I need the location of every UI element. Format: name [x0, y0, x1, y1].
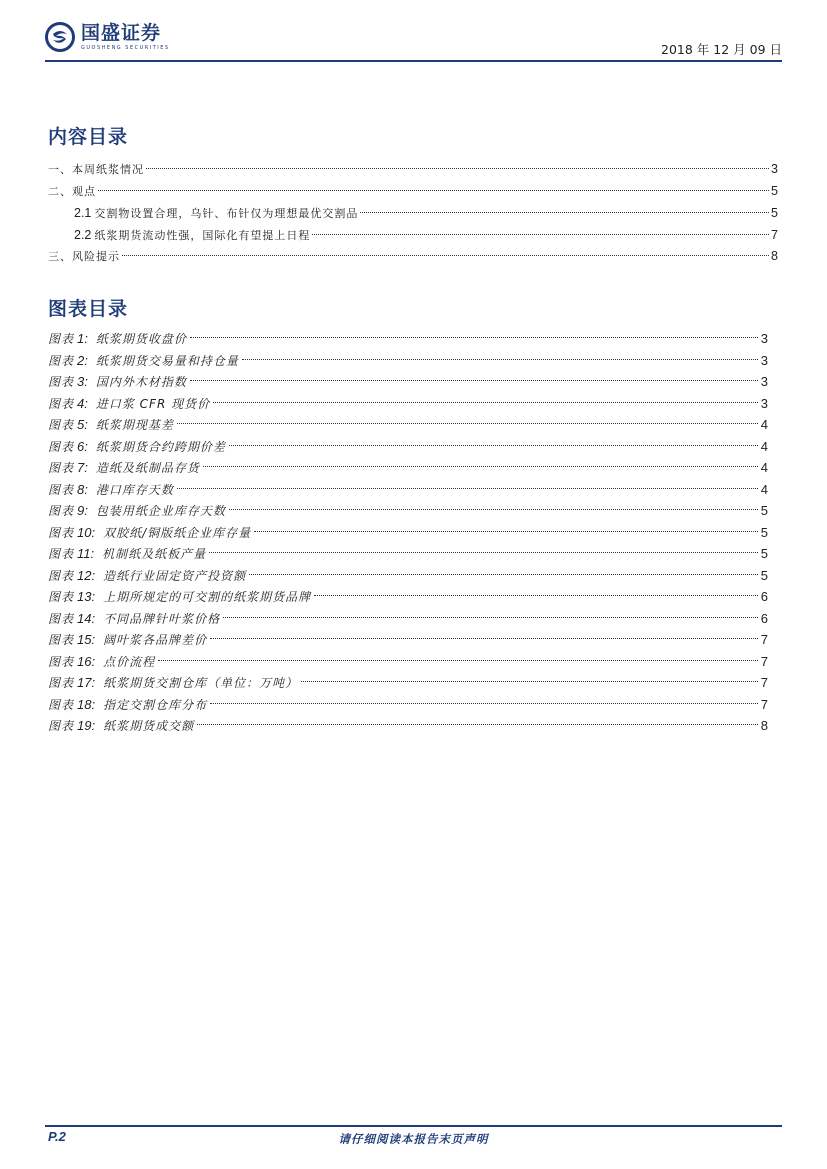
- figure-leader: [197, 724, 758, 725]
- figure-leader: [190, 337, 758, 338]
- figure-leader: [223, 617, 758, 618]
- figure-number: 4:: [77, 395, 88, 411]
- figure-row[interactable]: [48, 328, 768, 349]
- toc-leader: [98, 190, 769, 191]
- figure-leader: [229, 445, 758, 446]
- figure-row[interactable]: [48, 393, 768, 414]
- figure-title: 上期所规定的可交割的纸浆期货品牌: [103, 590, 312, 604]
- brand-subtitle: GUOSHENG SECURITIES: [81, 44, 170, 51]
- figure-item-label: [48, 414, 174, 436]
- brand-logo: [45, 22, 170, 52]
- figure-row[interactable]: [48, 350, 768, 371]
- figure-item-label: [48, 715, 194, 737]
- figure-page: 6: [760, 589, 768, 604]
- figure-number: 11:: [77, 546, 95, 561]
- figure-prefix: 图表: [48, 375, 75, 389]
- figure-title: 不同品牌针叶浆价格: [103, 611, 221, 626]
- toc-item-number: 2.1: [74, 206, 92, 220]
- figure-leader: [254, 531, 758, 532]
- figure-row[interactable]: [48, 500, 768, 521]
- figure-row[interactable]: [48, 565, 768, 586]
- figure-number: 1:: [77, 331, 88, 346]
- figure-prefix: 图表: [48, 504, 75, 518]
- figure-title: 港口库存天数: [95, 482, 174, 497]
- toc-row[interactable]: [48, 181, 778, 201]
- figure-row[interactable]: [48, 371, 768, 392]
- toc-leader: [122, 255, 769, 256]
- figures-title: 图表目录: [48, 298, 129, 320]
- figure-title: 纸浆期货成交额: [103, 719, 195, 733]
- figure-prefix: 图表: [48, 697, 75, 712]
- figure-item-label: [48, 479, 174, 501]
- toc-leader: [146, 168, 769, 169]
- figure-item-label: [48, 694, 207, 716]
- figure-prefix: 图表: [48, 482, 75, 497]
- contents-title: 内容目录: [48, 126, 129, 148]
- report-date: 2018 年 12 月 09 日: [661, 42, 782, 57]
- figure-item-label: [48, 543, 206, 565]
- figure-page: 4: [760, 417, 768, 432]
- figure-leader: [190, 380, 758, 381]
- figure-number: 6:: [77, 438, 88, 454]
- figure-prefix: 图表: [48, 439, 75, 454]
- figure-page: 7: [760, 675, 768, 690]
- figure-leader: [158, 660, 758, 661]
- figure-leader: [203, 466, 758, 467]
- figure-page: 5: [760, 524, 768, 540]
- figure-leader: [213, 402, 758, 403]
- figure-item-label: [48, 371, 187, 393]
- figure-number: 17:: [77, 675, 96, 690]
- figure-item-label: [48, 328, 187, 350]
- figure-item-label: [48, 629, 207, 651]
- footer-divider: [45, 1125, 782, 1127]
- figure-item-label: [48, 436, 226, 458]
- figure-title: 机制纸及纸板产量: [102, 547, 207, 561]
- figure-number: 10:: [77, 524, 96, 540]
- figure-row[interactable]: [48, 543, 768, 564]
- figure-page: 4: [760, 481, 768, 497]
- figure-row[interactable]: [48, 414, 768, 435]
- toc-leader: [312, 234, 769, 235]
- figure-leader: [209, 552, 758, 553]
- figure-leader: [210, 703, 758, 704]
- figure-page: 4: [760, 438, 768, 454]
- figure-page: 8: [760, 718, 768, 733]
- toc-item-page: 3: [771, 162, 778, 176]
- page-number: P.2: [48, 1129, 66, 1144]
- figure-leader: [177, 488, 758, 489]
- figure-leader: [229, 509, 758, 510]
- figure-leader: [314, 595, 758, 596]
- figure-number: 19:: [77, 718, 96, 733]
- figure-title: 阔叶浆各品牌差价: [103, 633, 208, 647]
- figure-title: 纸浆期货合约跨期价差: [95, 439, 226, 454]
- figure-page: 3: [760, 374, 768, 389]
- figure-page: 4: [760, 460, 768, 475]
- figure-prefix: 图表: [48, 461, 75, 475]
- toc-item-page: 7: [771, 228, 778, 242]
- figure-prefix: 图表: [48, 547, 75, 561]
- figure-number: 2:: [77, 352, 88, 368]
- figure-prefix: 图表: [48, 719, 75, 733]
- figure-page: 5: [760, 546, 768, 561]
- figure-item-label: [48, 586, 311, 608]
- figure-title: 国内外木材指数: [95, 375, 187, 389]
- figure-title: 包装用纸企业库存天数: [95, 504, 226, 518]
- toc-item-page: 8: [771, 249, 778, 263]
- figure-leader: [301, 681, 758, 682]
- toc-item-label: 一、本周纸浆情况: [48, 163, 144, 176]
- figure-title: 造纸及纸制品存货: [95, 461, 200, 475]
- page-header: [45, 22, 782, 62]
- figure-row[interactable]: [48, 629, 768, 650]
- figure-prefix: 图表: [48, 353, 75, 368]
- figure-prefix: 图表: [48, 396, 75, 411]
- figure-page: 3: [760, 331, 768, 346]
- figure-number: 13:: [77, 589, 96, 604]
- toc-item-page: 5: [771, 184, 778, 198]
- figure-number: 15:: [77, 632, 96, 647]
- figure-number: 8:: [77, 481, 88, 497]
- figure-item-label: [48, 457, 200, 479]
- figure-title: 纸浆期现基差: [95, 418, 174, 432]
- figure-number: 14:: [77, 610, 96, 626]
- figure-item-label: [48, 500, 226, 522]
- figure-title: 造纸行业固定资产投资额: [103, 568, 247, 583]
- figure-number: 3:: [77, 374, 88, 389]
- figure-item-label: [48, 522, 251, 544]
- figure-title: 双胶纸/铜版纸企业库存量: [103, 525, 252, 540]
- figure-row[interactable]: [48, 457, 768, 478]
- figure-prefix: 图表: [48, 633, 75, 647]
- toc-row[interactable]: [48, 159, 778, 179]
- figure-item-label: [48, 393, 210, 415]
- figure-title: 纸浆期货交割仓库（单位：万吨）: [103, 676, 299, 690]
- figure-page: 5: [760, 503, 768, 518]
- toc-item-label: 交割物设置合理，乌针、布针仅为理想最优交割品: [94, 207, 359, 220]
- figure-prefix: 图表: [48, 418, 75, 432]
- figure-item-label: [48, 565, 246, 587]
- figure-prefix: 图表: [48, 654, 75, 669]
- figure-page: 5: [760, 567, 768, 583]
- figure-title: 纸浆期货交易量和持仓量: [95, 353, 239, 368]
- figure-item-label: [48, 672, 298, 694]
- figure-page: 7: [760, 632, 768, 647]
- figure-item-label: [48, 608, 220, 630]
- figure-number: 16:: [77, 653, 96, 669]
- figure-prefix: 图表: [48, 525, 75, 540]
- figure-number: 12:: [77, 567, 96, 583]
- figure-row[interactable]: [48, 608, 768, 629]
- toc-item-label: 纸浆期货流动性强，国际化有望提上日程: [94, 229, 311, 242]
- figure-page: 7: [760, 696, 768, 712]
- figure-row[interactable]: [48, 672, 768, 693]
- toc-item-label: 三、风险提示: [48, 250, 120, 263]
- figure-number: 5:: [77, 417, 88, 432]
- figure-item-label: [48, 651, 155, 673]
- figure-page: 3: [760, 352, 768, 368]
- figure-prefix: 图表: [48, 568, 75, 583]
- toc-item-page: 5: [771, 206, 778, 220]
- toc-item-number: 2.2: [74, 228, 92, 242]
- figure-prefix: 图表: [48, 590, 75, 604]
- figure-row[interactable]: [48, 522, 768, 543]
- figure-number: 9:: [77, 503, 88, 518]
- toc-leader: [360, 212, 769, 213]
- figure-row[interactable]: [48, 715, 768, 736]
- toc-row[interactable]: [48, 246, 778, 266]
- figure-leader: [177, 423, 758, 424]
- figure-page: 6: [760, 610, 768, 626]
- figure-prefix: 图表: [48, 676, 75, 690]
- figure-row[interactable]: [48, 479, 768, 500]
- toc-row[interactable]: [74, 225, 778, 245]
- disclaimer-note: 请仔细阅读本报告末页声明: [338, 1132, 489, 1146]
- toc-item-label: 二、观点: [48, 185, 96, 198]
- figure-row[interactable]: [48, 694, 768, 715]
- figure-row[interactable]: [48, 586, 768, 607]
- toc-row[interactable]: [74, 203, 778, 223]
- brand-logo-icon: [45, 22, 75, 52]
- figure-page: 3: [760, 395, 768, 411]
- figure-title: 指定交割仓库分布: [103, 697, 208, 712]
- figure-page: 7: [760, 653, 768, 669]
- figure-title: 纸浆期货收盘价: [95, 332, 187, 346]
- figure-leader: [249, 574, 758, 575]
- figure-item-label: [48, 350, 239, 372]
- figure-leader: [210, 638, 758, 639]
- figure-leader: [242, 359, 758, 360]
- figure-title: 点价流程: [103, 654, 156, 669]
- figure-row[interactable]: [48, 436, 768, 457]
- header-divider: [45, 60, 782, 62]
- brand-name: 国盛证券: [81, 21, 162, 44]
- figure-prefix: 图表: [48, 332, 75, 346]
- figure-number: 7:: [77, 460, 88, 475]
- figure-title: 进口浆 CFR 现货价: [95, 396, 211, 411]
- figure-prefix: 图表: [48, 611, 75, 626]
- figure-number: 18:: [77, 696, 96, 712]
- figure-row[interactable]: [48, 651, 768, 672]
